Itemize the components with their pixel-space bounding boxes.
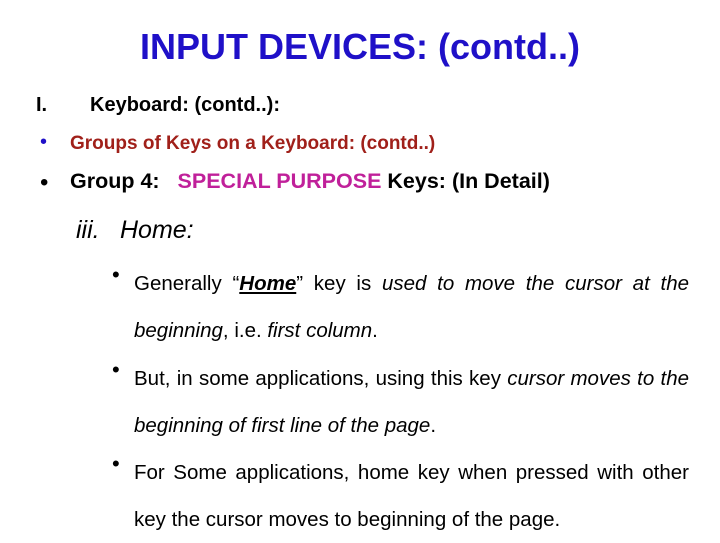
- slide-title: INPUT DEVICES: (contd..): [140, 26, 580, 67]
- text-run: But, in some applications, using this key: [134, 367, 508, 390]
- text-run: .: [372, 319, 378, 342]
- section-heading: Keyboard: (contd..):: [90, 94, 280, 116]
- point-some-applications: [134, 355, 689, 449]
- bullet-marker: •: [112, 451, 120, 476]
- text-run-italic: used to move the cursor at the beginning: [134, 272, 689, 342]
- text-run-italic: first column: [267, 319, 373, 342]
- section-marker: I.: [36, 94, 48, 116]
- text-run: Generally “: [134, 272, 240, 295]
- bullet-marker: •: [40, 131, 48, 153]
- text-run: , i.e.: [222, 319, 268, 342]
- group4-suffix: Keys: (In Detail): [387, 169, 550, 193]
- text-run-italic: cursor moves to the beginning of first line of the page: [134, 367, 689, 437]
- subitem-label: Home:: [120, 216, 194, 244]
- text-run: ” key is: [296, 272, 382, 295]
- point-home-usage: [134, 260, 689, 354]
- text-run: .: [430, 414, 437, 437]
- home-keyword: Home: [239, 272, 297, 295]
- group4-prefix: Group 4:: [70, 169, 160, 193]
- subitem-number: iii.: [76, 216, 100, 244]
- bullet-marker: •: [112, 262, 120, 287]
- special-purpose-highlight: SPECIAL PURPOSE: [177, 169, 382, 193]
- bullet-marker: •: [112, 357, 120, 382]
- group4-heading: [70, 169, 550, 194]
- point-other-key: [134, 449, 689, 543]
- text-run: For Some applications, home key when pressed with other key the cursor moves to beginning of the page.: [134, 461, 689, 531]
- bullet-marker: •: [40, 169, 49, 196]
- subitem-heading: [76, 216, 194, 245]
- groups-heading: Groups of Keys on a Keyboard: (contd..): [70, 133, 436, 154]
